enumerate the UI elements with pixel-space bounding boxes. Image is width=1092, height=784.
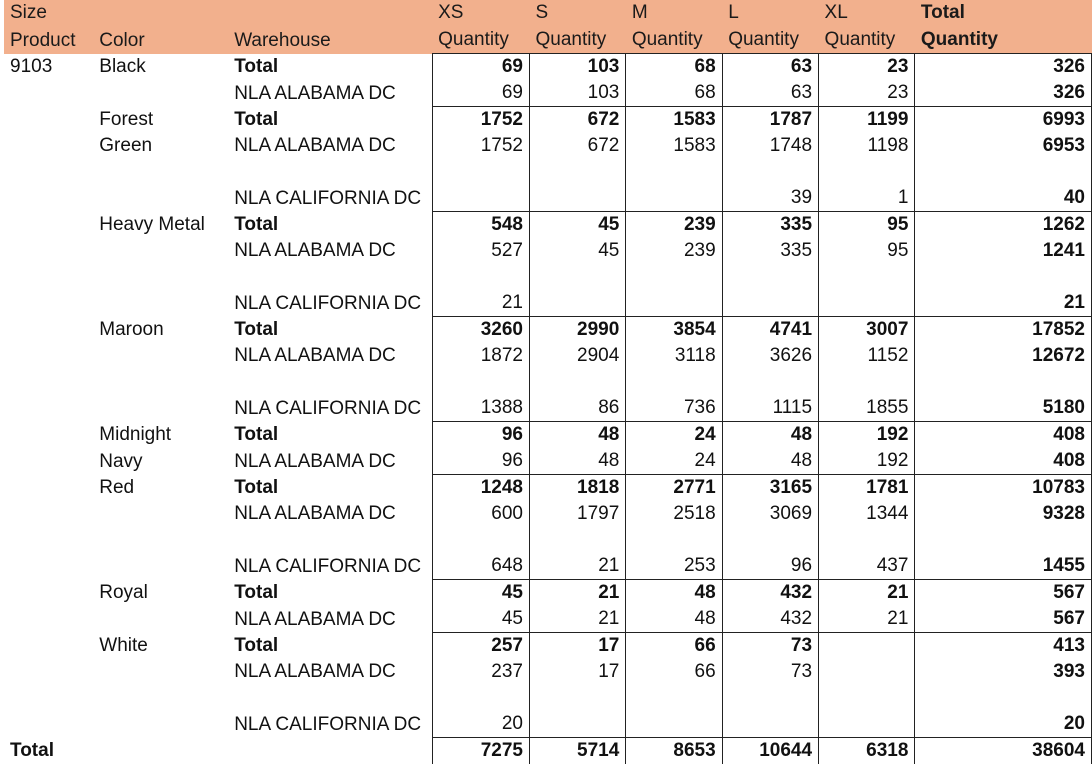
header-size-xs: XS <box>432 0 529 26</box>
quantity-xs-cell: 257 <box>432 633 529 660</box>
quantity-xl-cell <box>819 264 915 317</box>
table-row-total <box>4 107 1092 134</box>
color-cell: Red <box>99 477 135 498</box>
quantity-l-cell: 3069 <box>722 501 818 527</box>
quantity-s-cell: 48 <box>529 448 625 475</box>
warehouse-total-label: Total <box>234 319 279 340</box>
quantity-l-cell: 432 <box>722 606 818 633</box>
warehouse-total-label: Total <box>234 109 279 130</box>
quantity-l-cell: 4741 <box>722 317 818 344</box>
color-cell <box>93 343 228 369</box>
quantity-m-cell: 24 <box>626 448 722 475</box>
quantity-s-cell: 2904 <box>529 343 625 369</box>
table-row-total <box>4 633 1092 660</box>
quantity-l-cell <box>722 685 818 738</box>
quantity-m-cell: 48 <box>626 606 722 633</box>
total-quantity-cell: 1262 <box>915 212 1092 239</box>
product-cell <box>4 606 93 633</box>
total-quantity-cell: 567 <box>915 580 1092 607</box>
table-row-total <box>4 422 1092 449</box>
product-cell <box>4 475 93 502</box>
table-row <box>4 133 1092 159</box>
quantity-m-cell: 3118 <box>626 343 722 369</box>
quantity-xl-cell: 1199 <box>819 107 915 134</box>
quantity-m-cell: 66 <box>626 659 722 685</box>
color-cell: White <box>99 635 148 656</box>
product-cell <box>4 633 93 660</box>
quantity-m-cell: 1583 <box>626 133 722 159</box>
table-row-total <box>4 580 1092 607</box>
quantity-xl-cell <box>819 659 915 685</box>
total-quantity-cell: 326 <box>915 54 1092 81</box>
quantity-l-cell: 1115 <box>722 369 818 422</box>
warehouse-total-label: Total <box>234 477 279 498</box>
quantity-xs-cell: 1752 <box>432 107 529 134</box>
quantity-s-cell: 21 <box>529 580 625 607</box>
table-row <box>4 527 1092 580</box>
warehouse-cell: NLA ALABAMA DC <box>234 503 396 524</box>
warehouse-total-label: Total <box>234 56 279 77</box>
product-cell <box>4 501 93 527</box>
quantity-m-cell: 68 <box>626 54 722 81</box>
warehouse-cell: NLA ALABAMA DC <box>234 135 396 156</box>
quantity-xl-cell: 1855 <box>819 369 915 422</box>
total-quantity-cell: 567 <box>915 606 1092 633</box>
grand-total-quantity: 38604 <box>915 738 1092 765</box>
color-cell <box>93 264 228 317</box>
quantity-m-cell: 736 <box>626 369 722 422</box>
total-quantity-cell: 393 <box>915 659 1092 685</box>
color-cell <box>93 501 228 527</box>
total-quantity-cell: 21 <box>915 264 1092 317</box>
quantity-m-cell: 68 <box>626 80 722 107</box>
color-cell: Navy <box>99 450 143 472</box>
product-cell <box>4 448 93 475</box>
quantity-l-cell: 39 <box>722 159 818 212</box>
quantity-xl-cell: 1152 <box>819 343 915 369</box>
header-quantity-xs: Quantity <box>432 26 529 54</box>
quantity-xs-cell: 96 <box>432 448 529 475</box>
grand-total-xs: 7275 <box>432 738 529 765</box>
quantity-s-cell: 45 <box>529 212 625 239</box>
quantity-xs-cell: 69 <box>432 54 529 81</box>
table-row <box>4 606 1092 633</box>
product-cell <box>4 527 93 580</box>
warehouse-cell: NLA ALABAMA DC <box>234 608 396 630</box>
quantity-xs-cell: 1248 <box>432 475 529 502</box>
quantity-s-cell: 1818 <box>529 475 625 502</box>
total-quantity-cell: 17852 <box>915 317 1092 344</box>
grand-total-s: 5714 <box>529 738 625 765</box>
quantity-xl-cell: 1781 <box>819 475 915 502</box>
color-cell <box>93 80 228 107</box>
color-cell: Maroon <box>99 319 164 340</box>
quantity-l-cell: 63 <box>722 54 818 81</box>
color-cell <box>93 606 228 633</box>
warehouse-total-label: Total <box>234 635 279 656</box>
warehouse-cell: NLA CALIFORNIA DC <box>234 713 422 735</box>
table-row <box>4 80 1092 107</box>
header-total: Total <box>915 0 1092 26</box>
table-row-total <box>4 475 1092 502</box>
warehouse-cell: NLA CALIFORNIA DC <box>234 292 422 314</box>
grand-total-row <box>4 738 1092 765</box>
color-cell: Green <box>99 135 153 156</box>
warehouse-cell: NLA CALIFORNIA DC <box>234 187 422 209</box>
quantity-m-cell: 2771 <box>626 475 722 502</box>
product-cell <box>4 369 93 422</box>
product-cell <box>4 159 93 212</box>
quantity-xl-cell <box>819 685 915 738</box>
quantity-xl-cell: 1344 <box>819 501 915 527</box>
quantity-s-cell: 48 <box>529 422 625 449</box>
quantity-xl-cell: 23 <box>819 80 915 107</box>
total-quantity-cell: 6953 <box>915 133 1092 159</box>
quantity-xl-cell: 23 <box>819 54 915 81</box>
quantity-m-cell <box>626 159 722 212</box>
color-cell: Royal <box>99 582 148 603</box>
total-quantity-cell: 9328 <box>915 501 1092 527</box>
quantity-l-cell: 1787 <box>722 107 818 134</box>
quantity-s-cell: 17 <box>529 659 625 685</box>
header-quantity-s: Quantity <box>529 26 625 54</box>
quantity-s-cell: 21 <box>529 606 625 633</box>
color-cell <box>93 659 228 685</box>
quantity-s-cell: 17 <box>529 633 625 660</box>
pivot-table <box>4 0 1092 764</box>
total-quantity-cell: 326 <box>915 80 1092 107</box>
color-cell <box>93 685 228 738</box>
quantity-xl-cell: 21 <box>819 580 915 607</box>
quantity-s-cell: 103 <box>529 54 625 81</box>
quantity-xs-cell: 20 <box>432 685 529 738</box>
total-quantity-cell: 1455 <box>915 527 1092 580</box>
table-row <box>4 343 1092 369</box>
total-quantity-cell: 1241 <box>915 238 1092 264</box>
product-cell <box>4 107 93 134</box>
grand-total-l: 10644 <box>722 738 818 765</box>
product-cell <box>4 133 93 159</box>
warehouse-cell: NLA ALABAMA DC <box>234 345 396 366</box>
total-quantity-cell: 5180 <box>915 369 1092 422</box>
color-cell: Black <box>99 56 146 77</box>
header-quantity-m: Quantity <box>626 26 722 54</box>
table-row <box>4 264 1092 317</box>
quantity-s-cell: 21 <box>529 527 625 580</box>
quantity-m-cell: 239 <box>626 238 722 264</box>
total-quantity-cell: 12672 <box>915 343 1092 369</box>
quantity-l-cell <box>722 264 818 317</box>
quantity-m-cell: 66 <box>626 633 722 660</box>
quantity-s-cell <box>529 159 625 212</box>
quantity-l-cell: 3165 <box>722 475 818 502</box>
header-blank <box>228 0 432 26</box>
quantity-s-cell: 103 <box>529 80 625 107</box>
product-cell <box>4 264 93 317</box>
table-row <box>4 501 1092 527</box>
total-quantity-cell: 20 <box>915 685 1092 738</box>
total-quantity-cell: 10783 <box>915 475 1092 502</box>
quantity-l-cell: 335 <box>722 238 818 264</box>
header-row-size <box>4 0 1092 26</box>
color-cell: Forest <box>99 109 154 130</box>
total-quantity-cell: 408 <box>915 422 1092 449</box>
warehouse-cell: NLA ALABAMA DC <box>234 240 396 261</box>
header-size-s: S <box>529 0 625 26</box>
quantity-xs-cell: 45 <box>432 606 529 633</box>
quantity-m-cell: 48 <box>626 580 722 607</box>
quantity-xs-cell: 1872 <box>432 343 529 369</box>
warehouse-cell: NLA ALABAMA DC <box>234 450 396 472</box>
product-cell <box>4 317 93 344</box>
quantity-xs-cell: 1752 <box>432 133 529 159</box>
quantity-m-cell <box>626 685 722 738</box>
table-row-total <box>4 317 1092 344</box>
warehouse-total-label: Total <box>234 214 279 235</box>
table-body <box>4 54 1092 738</box>
header-warehouse: Warehouse <box>228 26 432 54</box>
quantity-xl-cell: 192 <box>819 422 915 449</box>
quantity-xs-cell: 3260 <box>432 317 529 344</box>
total-quantity-cell: 408 <box>915 448 1092 475</box>
quantity-l-cell: 96 <box>722 527 818 580</box>
color-cell <box>93 369 228 422</box>
quantity-xs-cell: 69 <box>432 80 529 107</box>
product-cell <box>4 685 93 738</box>
quantity-s-cell <box>529 685 625 738</box>
quantity-l-cell: 3626 <box>722 343 818 369</box>
product-cell <box>4 212 93 239</box>
warehouse-total-label: Total <box>234 424 279 445</box>
header-size-label: Size <box>4 0 93 26</box>
quantity-xs-cell: 648 <box>432 527 529 580</box>
quantity-xs-cell: 45 <box>432 580 529 607</box>
quantity-l-cell: 73 <box>722 659 818 685</box>
grand-total-xl: 6318 <box>819 738 915 765</box>
product-cell <box>4 580 93 607</box>
color-cell <box>93 527 228 580</box>
table-row-total <box>4 212 1092 239</box>
quantity-xl-cell: 95 <box>819 238 915 264</box>
color-cell: Midnight <box>99 424 172 445</box>
header-quantity-xl: Quantity <box>819 26 915 54</box>
grand-total-m: 8653 <box>626 738 722 765</box>
warehouse-cell: NLA CALIFORNIA DC <box>234 555 422 577</box>
quantity-s-cell: 86 <box>529 369 625 422</box>
quantity-xs-cell: 21 <box>432 264 529 317</box>
warehouse-cell: NLA ALABAMA DC <box>234 661 396 682</box>
header-size-l: L <box>722 0 818 26</box>
header-product: Product <box>4 26 93 54</box>
table-row <box>4 159 1092 212</box>
quantity-xl-cell: 95 <box>819 212 915 239</box>
header-blank <box>93 0 228 26</box>
quantity-l-cell: 432 <box>722 580 818 607</box>
quantity-xs-cell: 237 <box>432 659 529 685</box>
quantity-s-cell: 45 <box>529 238 625 264</box>
product-cell <box>4 659 93 685</box>
quantity-m-cell: 1583 <box>626 107 722 134</box>
product-cell <box>4 80 93 107</box>
quantity-xs-cell: 527 <box>432 238 529 264</box>
grand-total-blank <box>228 738 432 765</box>
quantity-s-cell: 2990 <box>529 317 625 344</box>
total-quantity-cell: 413 <box>915 633 1092 660</box>
quantity-l-cell: 335 <box>722 212 818 239</box>
header-size-xl: XL <box>819 0 915 26</box>
table-row-total <box>4 54 1092 81</box>
quantity-xs-cell: 96 <box>432 422 529 449</box>
header-total-quantity: Quantity <box>915 26 1092 54</box>
quantity-xl-cell <box>819 633 915 660</box>
table-row <box>4 659 1092 685</box>
quantity-s-cell: 672 <box>529 133 625 159</box>
total-quantity-cell: 6993 <box>915 107 1092 134</box>
quantity-m-cell <box>626 264 722 317</box>
quantity-m-cell: 3854 <box>626 317 722 344</box>
warehouse-cell: NLA ALABAMA DC <box>234 82 396 104</box>
quantity-xs-cell: 600 <box>432 501 529 527</box>
quantity-xl-cell: 437 <box>819 527 915 580</box>
color-cell <box>93 238 228 264</box>
product-cell: 9103 <box>10 56 53 77</box>
quantity-m-cell: 253 <box>626 527 722 580</box>
header-size-m: M <box>626 0 722 26</box>
warehouse-total-label: Total <box>234 582 279 603</box>
warehouse-cell: NLA CALIFORNIA DC <box>234 397 422 419</box>
product-cell <box>4 343 93 369</box>
quantity-m-cell: 239 <box>626 212 722 239</box>
quantity-m-cell: 2518 <box>626 501 722 527</box>
quantity-xs-cell: 548 <box>432 212 529 239</box>
table-row <box>4 685 1092 738</box>
table-row <box>4 369 1092 422</box>
quantity-xl-cell: 3007 <box>819 317 915 344</box>
quantity-xl-cell: 1 <box>819 159 915 212</box>
grand-total-label: Total <box>10 740 54 761</box>
header-color: Color <box>93 26 228 54</box>
color-cell <box>93 159 228 212</box>
quantity-l-cell: 73 <box>722 633 818 660</box>
color-cell: Heavy Metal <box>99 214 205 235</box>
quantity-s-cell <box>529 264 625 317</box>
product-cell <box>4 422 93 449</box>
table-row <box>4 238 1092 264</box>
quantity-xs-cell: 1388 <box>432 369 529 422</box>
total-quantity-cell: 40 <box>915 159 1092 212</box>
quantity-l-cell: 63 <box>722 80 818 107</box>
quantity-l-cell: 48 <box>722 422 818 449</box>
quantity-l-cell: 48 <box>722 448 818 475</box>
quantity-xs-cell <box>432 159 529 212</box>
quantity-xl-cell: 1198 <box>819 133 915 159</box>
quantity-l-cell: 1748 <box>722 133 818 159</box>
product-cell <box>4 238 93 264</box>
quantity-s-cell: 672 <box>529 107 625 134</box>
quantity-xl-cell: 21 <box>819 606 915 633</box>
quantity-xl-cell: 192 <box>819 448 915 475</box>
header-row-fields <box>4 26 1092 54</box>
quantity-s-cell: 1797 <box>529 501 625 527</box>
header-quantity-l: Quantity <box>722 26 818 54</box>
table-row <box>4 448 1092 475</box>
grand-total-blank <box>93 738 228 765</box>
quantity-m-cell: 24 <box>626 422 722 449</box>
